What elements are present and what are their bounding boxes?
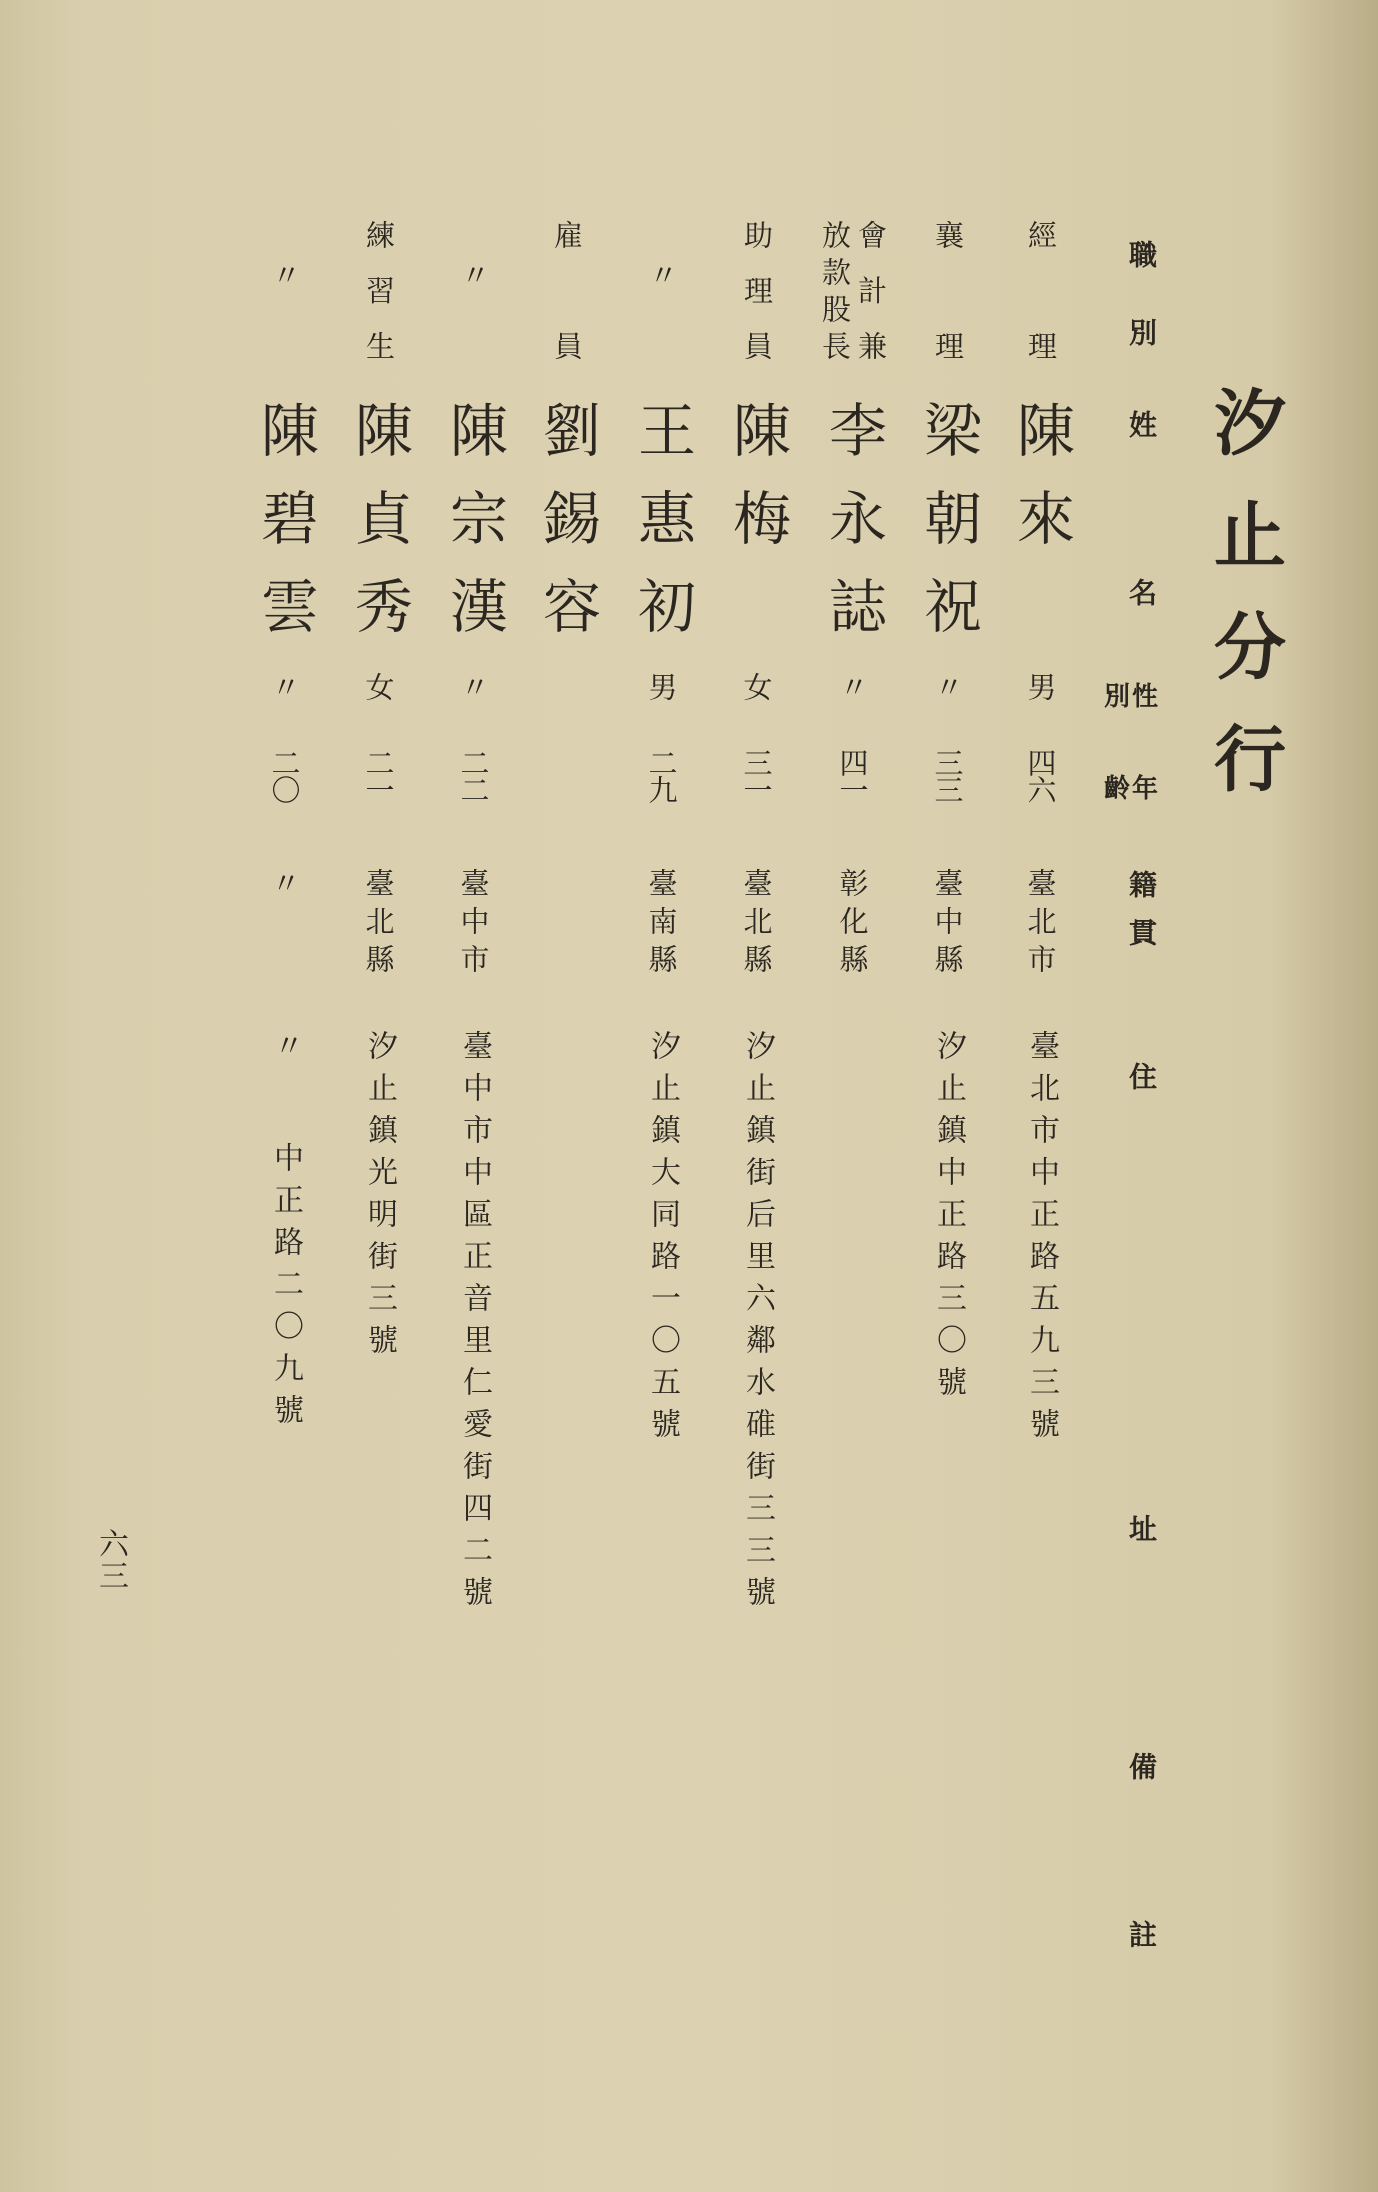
table-row — [240, 0, 330, 2192]
table-row — [996, 0, 1086, 2192]
native-place: 臺北縣 — [739, 868, 774, 982]
table-row — [808, 0, 898, 2192]
table-row — [712, 0, 802, 2192]
address: 汐止鎮大同路一〇五號 — [645, 1030, 680, 1450]
age: 二九 — [644, 748, 679, 802]
job-title-line: 會計兼 — [854, 220, 888, 387]
staff-name: 陳宗漢 — [440, 400, 508, 664]
gender: 〃 — [835, 672, 870, 701]
address: 汐止鎮光明街三號 — [362, 1030, 397, 1366]
gender: 女 — [739, 672, 774, 701]
table-row — [903, 0, 993, 2192]
header-remarks-1: 備 — [1125, 1752, 1158, 1780]
job-title — [362, 220, 396, 387]
staff-name: 陳貞秀 — [345, 400, 413, 664]
job-title — [647, 220, 677, 370]
job-title-line: 〃 — [457, 260, 491, 289]
header-gender-2: 別 — [1104, 682, 1131, 712]
job-title — [740, 220, 774, 387]
job-title — [818, 220, 888, 387]
gender: 男 — [644, 672, 679, 701]
header-name-2: 名 — [1125, 578, 1158, 606]
gender: 男 — [1023, 672, 1058, 701]
staff-name: 陳梅 — [723, 400, 791, 576]
native-place: 〃 — [267, 868, 302, 906]
header-gender — [1104, 676, 1158, 713]
table-row — [334, 0, 424, 2192]
staff-name: 王惠初 — [628, 400, 696, 664]
age: 四一 — [835, 748, 870, 802]
header-age-2: 齡 — [1104, 774, 1131, 804]
age: 二〇 — [267, 748, 302, 802]
job-title-line: 〃 — [268, 260, 302, 289]
job-title-line: 襄理 — [931, 220, 965, 442]
table-row — [429, 0, 519, 2192]
job-title — [459, 220, 489, 370]
job-title-line: 經理 — [1024, 220, 1058, 442]
job-title-line: 雇員 — [550, 220, 584, 442]
header-age-1: 年 — [1132, 774, 1159, 804]
address: 臺中市中區正音里仁愛街四二號 — [457, 1030, 492, 1618]
header-age — [1104, 768, 1158, 805]
age: 四六 — [1023, 748, 1058, 802]
job-title — [931, 220, 965, 442]
native-place: 臺北市 — [1023, 868, 1058, 982]
age: 二二 — [456, 748, 491, 802]
header-address-1: 住 — [1125, 1062, 1158, 1090]
staff-name: 陳碧雲 — [251, 400, 319, 664]
address: 汐止鎮街后里六鄰水碓街三三號 — [740, 1030, 775, 1618]
page-number: 六三 — [93, 1528, 128, 1592]
address: 臺北市中正路五九三號 — [1024, 1030, 1059, 1450]
page-title: 汐止分行 — [1202, 385, 1287, 833]
age: 三三 — [930, 748, 965, 802]
job-title — [550, 220, 584, 442]
header-native: 籍貫 — [1125, 870, 1158, 966]
gender: 〃 — [930, 672, 965, 701]
header-job-1: 職 — [1125, 240, 1158, 268]
header-remarks-2: 註 — [1125, 1920, 1158, 1948]
job-title-line: 放款股長 — [818, 220, 852, 368]
staff-name: 陳來 — [1007, 400, 1075, 576]
address: 中正路二〇九號 — [268, 1142, 303, 1436]
gender: 女 — [361, 672, 396, 701]
job-title — [270, 220, 300, 370]
job-title-line: 練習生 — [362, 220, 396, 387]
address-ditto: 〃 — [268, 1030, 303, 1072]
age: 二一 — [361, 748, 396, 802]
job-title-line: 助理員 — [740, 220, 774, 387]
header-name-1: 姓 — [1125, 410, 1158, 438]
address: 汐止鎮中正路三〇號 — [931, 1030, 966, 1408]
native-place: 臺中市 — [456, 868, 491, 982]
staff-name: 李永誌 — [819, 400, 887, 664]
header-address-2: 址 — [1125, 1514, 1158, 1542]
header-job-2: 別 — [1125, 318, 1158, 346]
age: 三一 — [739, 748, 774, 802]
native-place: 臺北縣 — [361, 868, 396, 982]
gender: 〃 — [456, 672, 491, 701]
job-title — [1024, 220, 1058, 442]
staff-name: 梁朝祝 — [914, 400, 982, 664]
native-place: 臺南縣 — [644, 868, 679, 982]
staff-name: 劉錫容 — [533, 400, 601, 664]
table-row — [522, 0, 612, 2192]
job-title-line: 〃 — [645, 260, 679, 289]
gender: 〃 — [267, 672, 302, 701]
table-row — [617, 0, 707, 2192]
header-gender-1: 性 — [1132, 682, 1159, 712]
native-place: 彰化縣 — [835, 868, 870, 982]
native-place: 臺中縣 — [930, 868, 965, 982]
